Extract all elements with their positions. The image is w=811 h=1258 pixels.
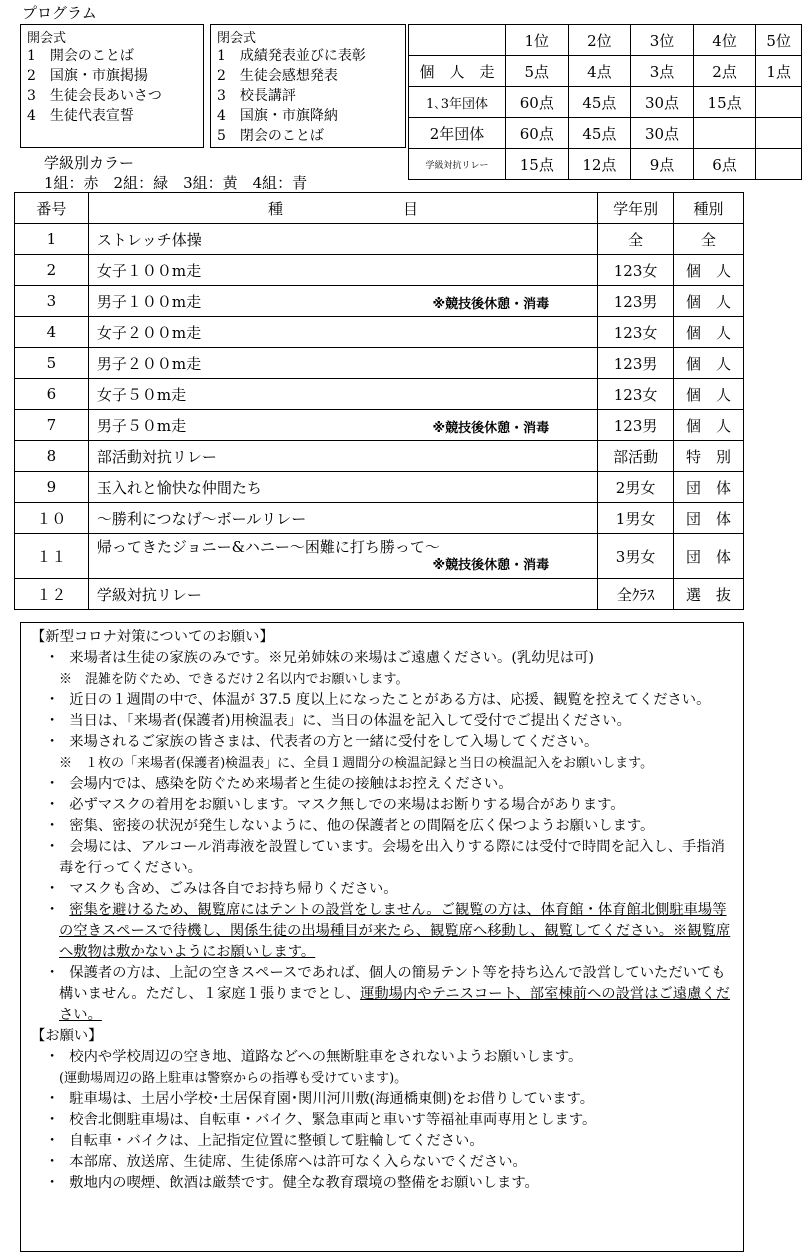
event-number: 4 [15, 317, 89, 348]
event-number: 9 [15, 472, 89, 503]
event-name: 帰ってきたジョニー&ハニー～困難に打ち勝って～ [96, 538, 440, 556]
event-grade: 123男 [598, 286, 674, 317]
opening-item: 2 国旗・市旗掲揚 [27, 68, 148, 84]
points-row [409, 87, 802, 118]
points-value: 9点 [631, 149, 694, 180]
event-number: 1 [15, 224, 89, 255]
corona-line [31, 963, 735, 1026]
event-number: 2 [15, 255, 89, 286]
closing-item: 3 校長講評 [217, 88, 296, 104]
event-name-cell [88, 579, 597, 610]
request-line [31, 1173, 735, 1194]
event-number: 7 [15, 410, 89, 441]
request-text: 校舎北側駐車場は、自転車・バイク、緊急車両と車いす等福祉車両専用とします。 [69, 1112, 597, 1128]
corona-underlined-text: 運動場内やテニスコート、部室棟前への設営はご遠慮ください。 [59, 986, 730, 1023]
opening-item: 1 開会のことば [27, 48, 134, 64]
points-value: 15点 [506, 149, 569, 180]
points-label: 1､3年団体 [409, 87, 506, 118]
event-type: 選 抜 [674, 579, 744, 610]
corona-text: 密集を避けるため、観覧席にはテントの設営をしません。ご観覧の方は、体育館・体育館北側駐車場等の空きスペースで待機し、関係生徒の出場種目が来たら、観覧席へ移動し、観覧してください。※観覧席へ敷物は敷かないようにお願いします。 [59, 902, 731, 960]
event-name: 男子１００m走 [96, 292, 202, 311]
corona-line [31, 795, 735, 816]
points-label: 個 人 走 [409, 56, 506, 87]
points-value: 2点 [693, 56, 756, 87]
event-name: ～勝利につなげ～ボールリレー [96, 509, 307, 528]
event-name-cell [88, 534, 597, 579]
request-text: (運動場周辺の路上駐車は警察からの指導も受けています)。 [59, 1071, 408, 1086]
event-row [15, 286, 744, 317]
events-header-cell: 学年別 [598, 193, 674, 224]
event-name: 部活動対抗リレー [96, 447, 217, 466]
program-title: プログラム [22, 4, 97, 22]
event-grade: 2男女 [598, 472, 674, 503]
request-line [31, 1047, 735, 1068]
points-value [756, 87, 802, 118]
request-line [31, 1152, 735, 1173]
request-line [31, 1110, 735, 1131]
points-value: 45点 [568, 118, 631, 149]
corona-text: 会場には、アルコール消毒液を設置しています。会場を出入りする際には受付で時間を記入し、手指消毒を行ってください。 [59, 839, 725, 876]
corona-line [31, 669, 735, 690]
points-header-cell [409, 25, 506, 56]
event-name-cell [88, 286, 597, 317]
event-name-cell [88, 255, 597, 286]
event-grade: 123女 [598, 317, 674, 348]
points-header-row [409, 25, 802, 56]
event-row [15, 348, 744, 379]
corona-text: 密集、密接の状況が発生しないように、他の保護者との間隔を広く保つようお願いします。 [69, 818, 655, 834]
event-name: ストレッチ体操 [96, 230, 202, 249]
event-number: １２ [15, 579, 89, 610]
event-name-cell [88, 348, 597, 379]
event-name: 女子５０m走 [96, 385, 187, 404]
corona-line [31, 711, 735, 732]
events-header-cell: 種別 [674, 193, 744, 224]
class-colors-line: 1組：赤 2組：緑 3組：黄 4組：青 [44, 174, 308, 192]
closing-item: 5 閉会のことば [217, 128, 324, 144]
points-value [693, 118, 756, 149]
points-label: 学級対抗リレー [409, 149, 506, 180]
points-value: 3点 [631, 56, 694, 87]
event-number: 6 [15, 379, 89, 410]
points-table [408, 24, 802, 180]
corona-text: 会場内では、感染を防ぐため来場者と生徒の接触はお控えください。 [69, 776, 513, 792]
event-type: 個 人 [674, 379, 744, 410]
event-row [15, 534, 744, 579]
event-number: 3 [15, 286, 89, 317]
points-header-cell: 4位 [693, 25, 756, 56]
event-row [15, 317, 744, 348]
request-line [31, 1131, 735, 1152]
request-line [31, 1089, 735, 1110]
closing-list [217, 46, 399, 146]
points-value: 60点 [506, 87, 569, 118]
event-row [15, 579, 744, 610]
points-row [409, 118, 802, 149]
points-value: 30点 [631, 87, 694, 118]
event-grade: 123女 [598, 255, 674, 286]
event-type: 特 別 [674, 441, 744, 472]
event-name: 女子１００m走 [96, 261, 202, 280]
points-header-cell: 1位 [506, 25, 569, 56]
event-type: 団 体 [674, 503, 744, 534]
corona-line [31, 753, 735, 774]
event-name: 学級対抗リレー [96, 585, 202, 604]
event-type: 全 [674, 224, 744, 255]
points-header-cell: 2位 [568, 25, 631, 56]
corona-line [31, 690, 735, 711]
opening-list [27, 46, 197, 126]
corona-text: 当日は、「来場者(保護者)用検温表」に、当日の体温を記入して受付でご提出ください。 [69, 713, 631, 729]
request-text: 本部席、放送席、生徒席、生徒係席へは許可なく入らないでください。 [69, 1154, 527, 1170]
event-name: 男子５０m走 [96, 416, 187, 435]
event-grade: 123男 [598, 410, 674, 441]
request-list [31, 1047, 735, 1194]
corona-line [31, 900, 735, 963]
request-title: 【お願い】 [31, 1028, 103, 1044]
events-header-row [15, 193, 744, 224]
event-type: 個 人 [674, 317, 744, 348]
corona-text: ※ １枚の「来場者(保護者)検温表」に、全員１週間分の検温記録と当日の検温記入をお願いします。 [59, 756, 654, 771]
corona-text: 保護者の方は、上記の空きスペースであれば、個人の簡易テント等を持ち込んで設営していただいても構いません。ただし、１家庭１張りまでとし、 [59, 965, 726, 1002]
closing-item: 4 国旗・市旗降納 [217, 108, 338, 124]
request-line [31, 1068, 735, 1089]
notes-box [20, 622, 744, 1252]
event-row [15, 410, 744, 441]
opening-ceremony-box [20, 24, 204, 148]
event-name-cell [88, 224, 597, 255]
corona-text: 近日の１週間の中で、体温が 37.5 度以上になったことがある方は、応援、観覧を控えてください。 [69, 692, 711, 708]
points-value [756, 149, 802, 180]
opening-item: 3 生徒会長あいさつ [27, 88, 162, 104]
event-grade: 全ｸﾗｽ [598, 579, 674, 610]
event-row [15, 472, 744, 503]
corona-line [31, 816, 735, 837]
corona-line [31, 879, 735, 900]
events-table [14, 192, 744, 610]
event-grade: 123女 [598, 379, 674, 410]
points-value: 15点 [693, 87, 756, 118]
event-type: 団 体 [674, 472, 744, 503]
request-text: 自転車・バイクは、上記指定位置に整頓して駐輪してください。 [69, 1133, 484, 1149]
corona-line [31, 732, 735, 753]
event-name: 玉入れと愉快な仲間たち [96, 478, 262, 497]
event-grade: 1男女 [598, 503, 674, 534]
event-grade: 全 [598, 224, 674, 255]
event-name-cell [88, 441, 597, 472]
event-number: １０ [15, 503, 89, 534]
points-value: 30点 [631, 118, 694, 149]
event-type: 個 人 [674, 286, 744, 317]
event-name-cell [88, 472, 597, 503]
corona-text: 来場者は生徒の家族のみです。※兄弟姉妹の来場はご遠慮ください。(乳幼児は可) [69, 650, 594, 666]
corona-text: マスクも含め、ごみは各自でお持ち帰りください。 [69, 881, 398, 897]
points-value: 60点 [506, 118, 569, 149]
corona-list [31, 648, 735, 1026]
points-header-cell: 5位 [756, 25, 802, 56]
event-row [15, 379, 744, 410]
event-name-cell [88, 379, 597, 410]
event-grade: 部活動 [598, 441, 674, 472]
event-grade: 123男 [598, 348, 674, 379]
event-note: ※競技後休憩・消毒 [432, 558, 550, 573]
closing-ceremony-box [210, 24, 406, 148]
event-number: 5 [15, 348, 89, 379]
event-name-cell [88, 503, 597, 534]
points-value [756, 118, 802, 149]
events-header-cell: 番号 [15, 193, 89, 224]
class-colors-title: 学級別カラー [44, 154, 135, 172]
points-value: 5点 [506, 56, 569, 87]
event-name-cell [88, 317, 597, 348]
corona-text: ※ 混雑を防ぐため、できるだけ２名以内でお願いします。 [59, 672, 409, 687]
opening-title: 開会式 [27, 31, 67, 46]
corona-text: 必ずマスクの着用をお願いします。マスク無しでの来場はお断りする場合があります。 [69, 797, 625, 813]
events-header-cell: 種 目 [88, 193, 597, 224]
closing-title: 閉会式 [217, 31, 257, 46]
event-name: 女子２００m走 [96, 323, 202, 342]
event-type: 団 体 [674, 534, 744, 579]
corona-line [31, 774, 735, 795]
event-note: ※競技後休憩・消毒 [432, 421, 550, 436]
event-name: 男子２００m走 [96, 354, 202, 373]
event-type: 個 人 [674, 410, 744, 441]
points-value: 45点 [568, 87, 631, 118]
event-name-cell [88, 410, 597, 441]
points-row [409, 56, 802, 87]
corona-line [31, 648, 735, 669]
event-note: ※競技後休憩・消毒 [432, 297, 550, 312]
event-grade: 3男女 [598, 534, 674, 579]
event-type: 個 人 [674, 348, 744, 379]
event-type: 個 人 [674, 255, 744, 286]
event-row [15, 441, 744, 472]
event-number: 8 [15, 441, 89, 472]
opening-item: 4 生徒代表宣誓 [27, 108, 134, 124]
points-row [409, 149, 802, 180]
event-row [15, 224, 744, 255]
corona-title: 【新型コロナ対策についてのお願い】 [31, 629, 274, 645]
points-value: 1点 [756, 56, 802, 87]
closing-item: 2 生徒会感想発表 [217, 68, 338, 84]
event-number: １１ [15, 534, 89, 579]
request-text: 駐車場は、土居小学校･土居保育園･関川河川敷(海通橋東側)をお借りしています。 [69, 1091, 594, 1107]
points-value: 6点 [693, 149, 756, 180]
closing-item: 1 成績発表並びに表彰 [217, 48, 366, 64]
points-value: 4点 [568, 56, 631, 87]
points-header-cell: 3位 [631, 25, 694, 56]
event-row [15, 255, 744, 286]
event-row [15, 503, 744, 534]
points-value: 12点 [568, 149, 631, 180]
corona-text: 来場されるご家族の皆さまは、代表者の方と一緒に受付をして入場してください。 [69, 734, 599, 750]
request-text: 校内や学校周辺の空き地、道路などへの無断駐車をされないようお願いします。 [69, 1049, 583, 1065]
corona-line [31, 837, 735, 879]
points-label: 2年団体 [409, 118, 506, 149]
request-text: 敷地内の喫煙、飲酒は厳禁です。健全な教育環境の整備をお願いします。 [69, 1175, 539, 1191]
